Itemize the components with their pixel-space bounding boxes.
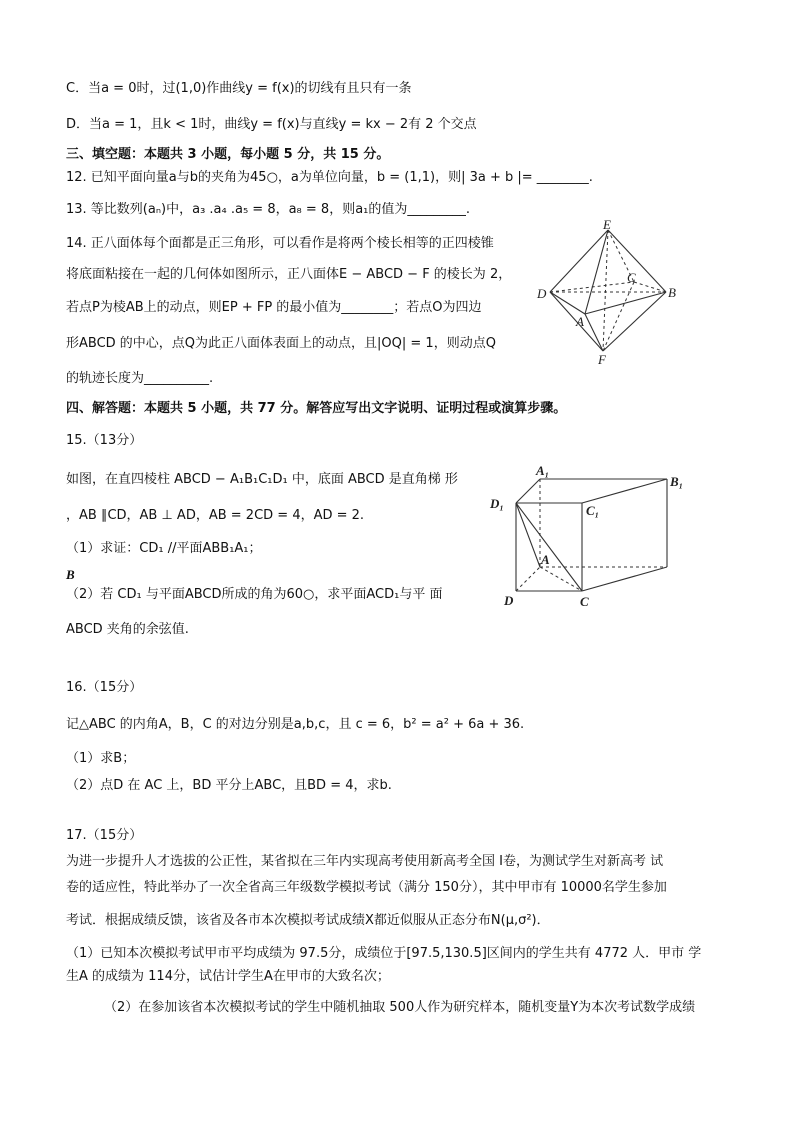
question-15-part-2-cont: ABCD 夹角的余弦值. bbox=[66, 622, 189, 637]
label-d: D bbox=[537, 286, 547, 301]
question-14-line-4: 形ABCD 的中心，点Q为此正八面体表面上的动点，且|OQ| = 1，则动点Q bbox=[66, 336, 496, 351]
option-d: D．当a = 1，且k < 1时，曲线y = f(x)与直线y = kx − 2有 2 个交点 bbox=[66, 117, 477, 132]
question-12: 12. 已知平面向量a与b的夹角为45○，a为单位向量，b = (1,1)，则| 3a + b |= ________. bbox=[66, 170, 593, 185]
label-c1: C₁ bbox=[586, 503, 600, 518]
question-14-line-3: 若点P为棱AB上的动点，则EP + FP 的最小值为________；若点O为四边 bbox=[66, 300, 482, 315]
label-a1: A₁ bbox=[536, 463, 550, 478]
question-17-part-2: （2）在参加该省本次模拟考试的学生中随机抽取 500人作为研究样本，随机变量Y为本次考试数学成绩 bbox=[104, 1000, 696, 1015]
edge-c1b1 bbox=[582, 479, 667, 503]
label-f: F bbox=[598, 352, 606, 366]
question-16-part-2: （2）点D 在 AC 上，BD 平分上ABC，且BD = 4，求b. bbox=[66, 778, 392, 793]
label-d: D bbox=[504, 593, 514, 608]
question-16-heading: 16.（15分） bbox=[66, 680, 143, 695]
question-17-line-3: 考试．根据成绩反馈，该省及各市本次模拟考试成绩X都近似服从正态分布N(μ,σ²)． bbox=[66, 913, 550, 928]
question-14-line-1: 14. 正八面体每个面都是正三角形，可以看作是将两个棱长相等的正四棱锥 bbox=[66, 236, 494, 251]
question-15-line-2: ，AB ∥CD，AB ⊥ AD，AB = 2CD = 4，AD = 2. bbox=[66, 508, 365, 523]
section-3-heading: 三、填空题：本题共 3 小题，每小题 5 分，共 15 分。 bbox=[66, 147, 390, 162]
question-16-stem: 记△ABC 的内角A，B，C 的对边分别是a,b,c，且 c = 6，b² = a² + 6a + 36. bbox=[66, 717, 525, 732]
diagonal-d1c bbox=[516, 503, 582, 591]
edge-da-hidden bbox=[516, 567, 540, 591]
question-14-line-5: 的轨迹长度为__________. bbox=[66, 371, 214, 386]
edge-d1a1 bbox=[516, 479, 540, 503]
question-15-part-1: （1）求证：CD₁ //平面ABB₁A₁； bbox=[66, 541, 262, 556]
question-14-line-2: 将底面粘接在一起的几何体如图所示，正八面体E − ABCD − F 的棱长为 2， bbox=[66, 267, 512, 282]
label-c: C bbox=[627, 270, 636, 285]
label-b: B bbox=[668, 285, 676, 300]
stray-label-b: B bbox=[66, 567, 75, 582]
question-15-part-2: （2）若 CD₁ 与平面ABCD所成的角为60○，求平面ACD₁与平 面 bbox=[66, 587, 443, 602]
question-17-part-1-cont: 生A 的成绩为 114分，试估计学生A在甲市的大致名次； bbox=[66, 969, 390, 984]
question-17-heading: 17.（15分） bbox=[66, 828, 143, 843]
label-a: A bbox=[576, 314, 584, 329]
option-c: C．当a = 0时，过(1,0)作曲线y = f(x)的切线有且只有一条 bbox=[66, 81, 412, 96]
edge-af bbox=[585, 314, 603, 351]
question-15-line-1: 如图，在直四棱柱 ABCD − A₁B₁C₁D₁ 中，底面 ABCD 是直角梯 形 bbox=[66, 472, 458, 487]
question-15-heading: 15.（13分） bbox=[66, 433, 143, 448]
edge-cb bbox=[582, 567, 667, 591]
question-16-part-1: （1）求B； bbox=[66, 751, 136, 766]
question-17-part-1: （1）已知本次模拟考试甲市平均成绩为 97.5分，成绩位于[97.5,130.5]区间内的学生共有 4772 人．甲市 学 bbox=[66, 946, 702, 961]
question-17-line-2: 卷的适应性，特此举办了一次全省高三年级数学模拟考试（满分 150分），其中甲市有 10000名学生参加 bbox=[66, 880, 667, 895]
segment-d1a bbox=[516, 503, 540, 567]
section-4-heading: 四、解答题：本题共 5 小题，共 77 分。解答应写出文字说明、证明过程或演算步骤。 bbox=[66, 401, 567, 416]
label-d1: D₁ bbox=[490, 496, 504, 511]
octahedron-figure bbox=[534, 216, 688, 366]
label-e: E bbox=[603, 217, 611, 232]
edge-eb bbox=[608, 230, 666, 292]
question-17-line-1: 为进一步提升人才选拔的公正性，某省拟在三年内实现高考使用新高考全国 I卷，为测试学生对新高考 试 bbox=[66, 854, 664, 869]
label-b1: B₁ bbox=[670, 474, 684, 489]
prism-figure bbox=[486, 458, 698, 612]
question-13: 13. 等比数列(aₙ)中，a₃ .a₄ .a₅ = 8，a₈ = 8，则a₁的值为_________. bbox=[66, 202, 471, 217]
edge-ac-hidden bbox=[540, 567, 582, 591]
axis-ef-hidden bbox=[603, 230, 608, 351]
label-a: A bbox=[541, 552, 550, 567]
label-c: C bbox=[580, 594, 589, 609]
